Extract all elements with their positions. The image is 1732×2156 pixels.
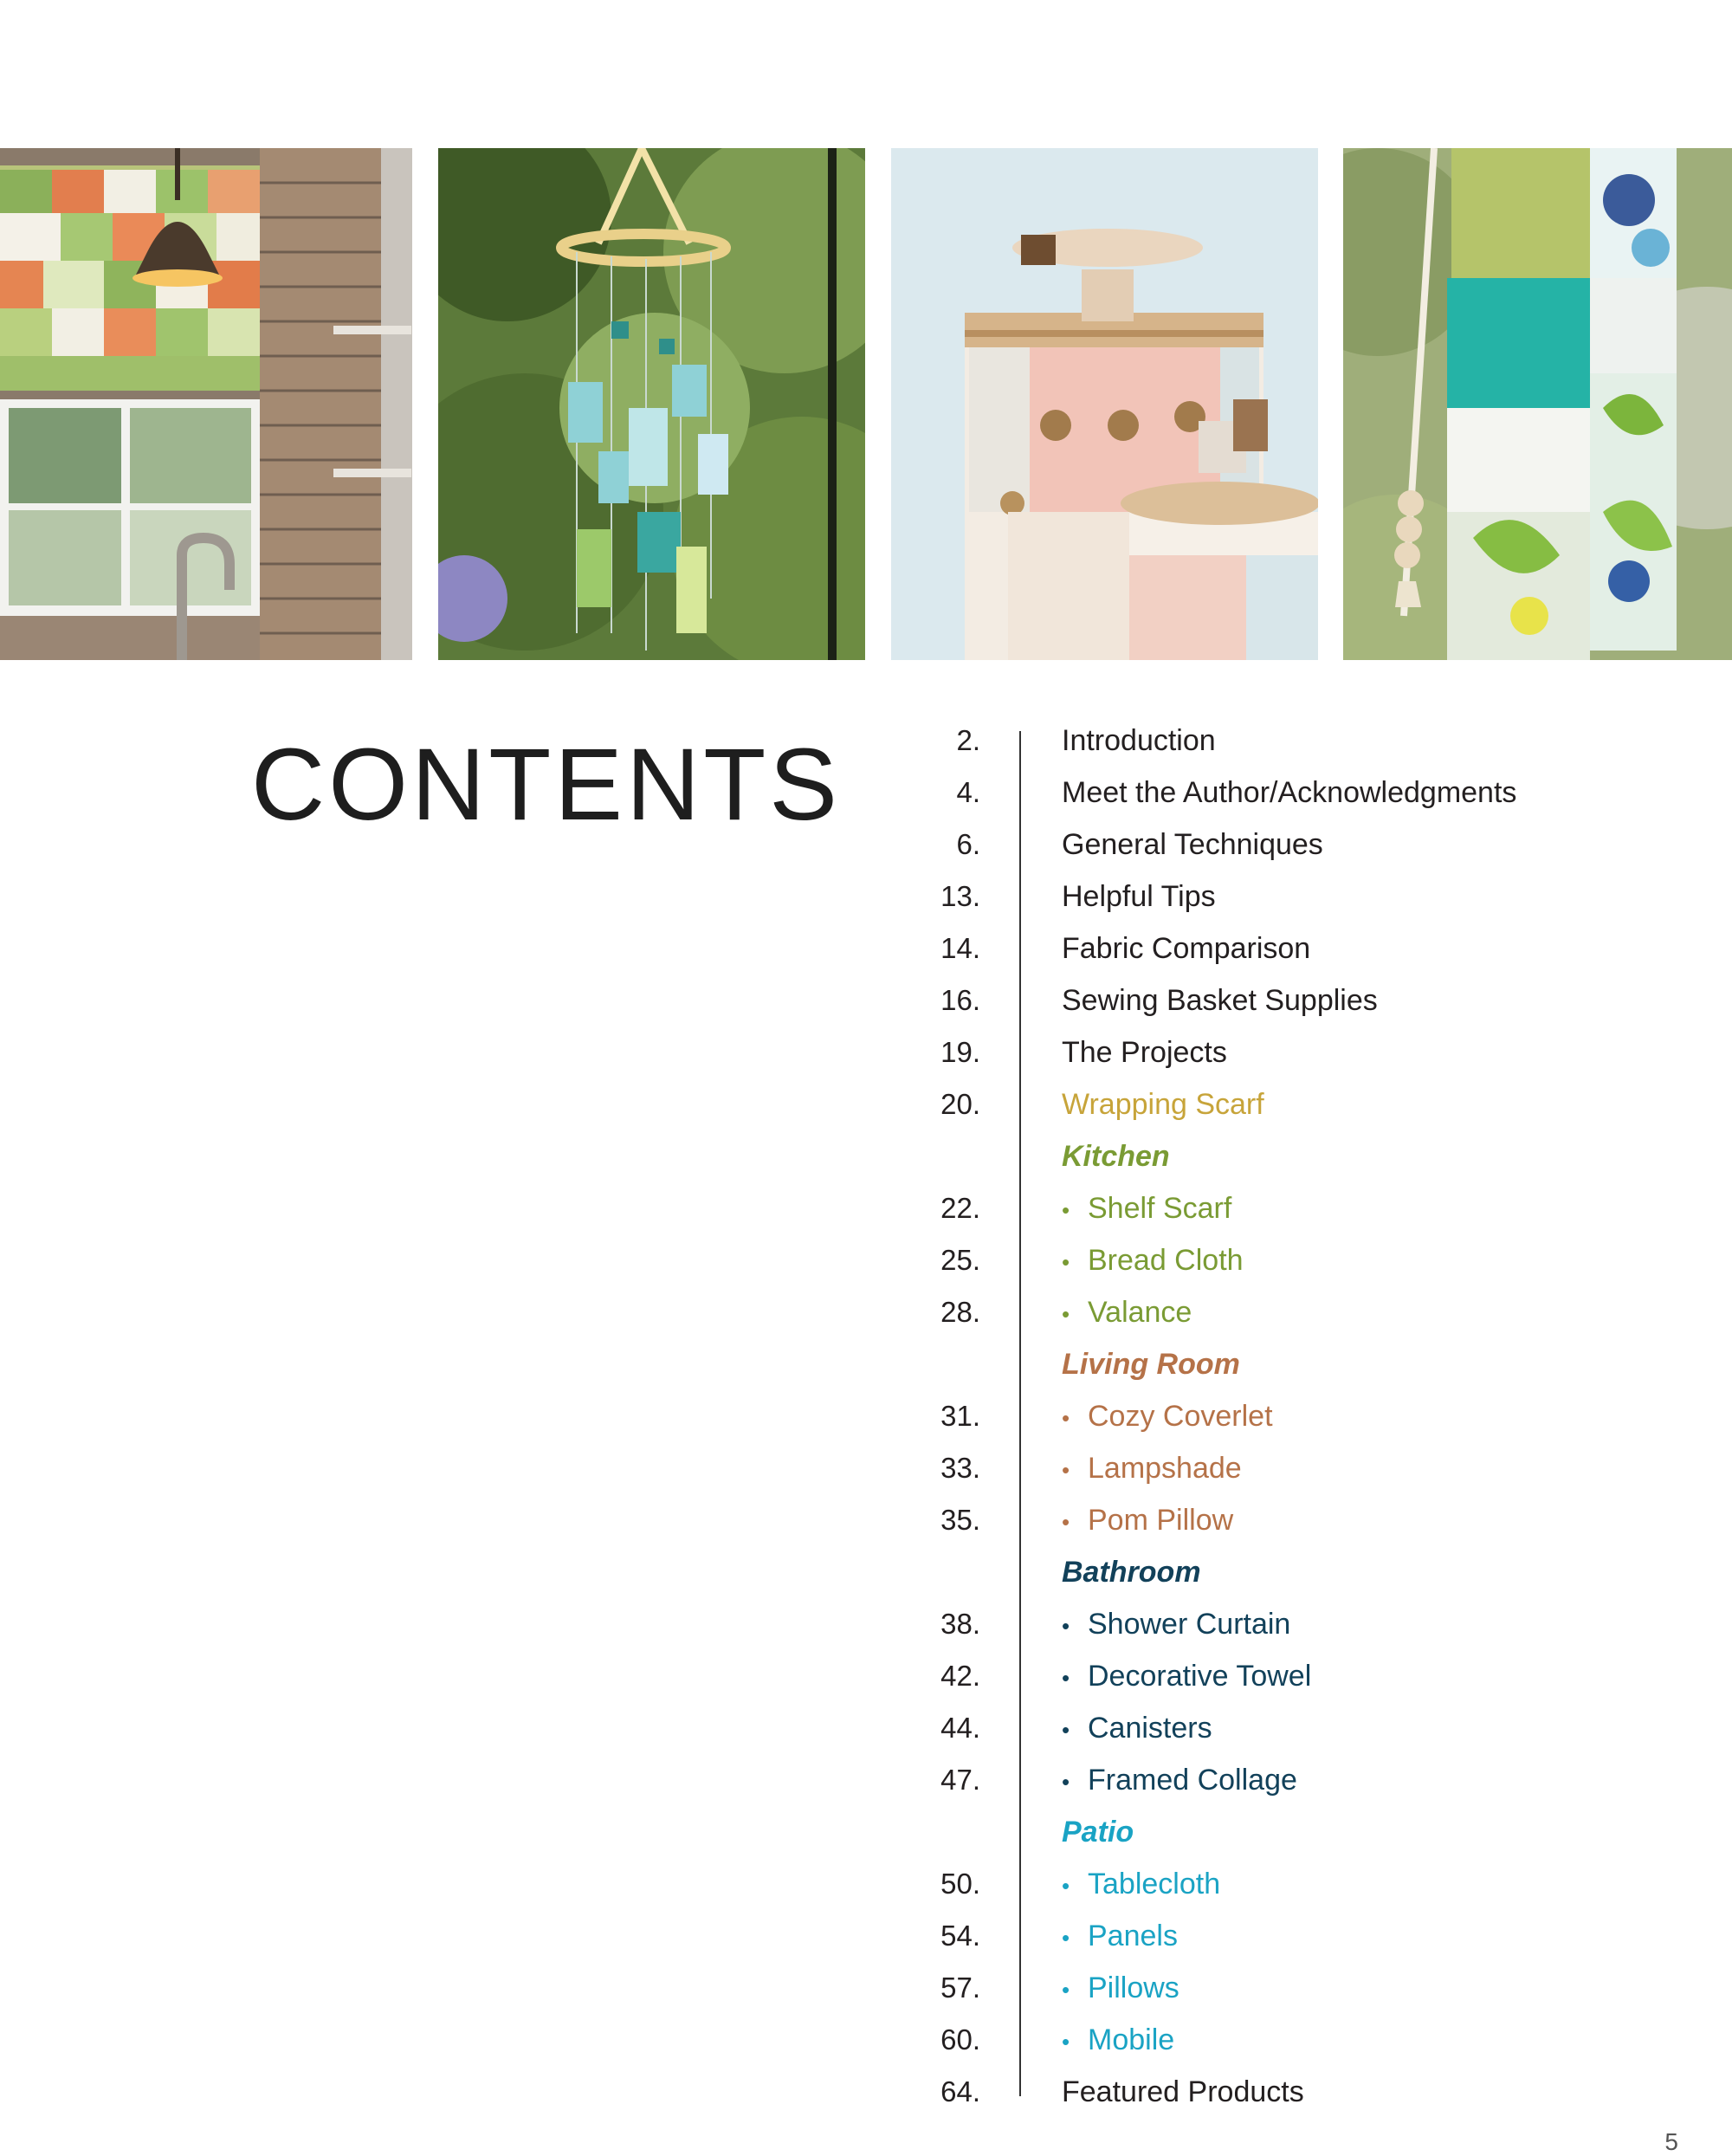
bullet-icon: • xyxy=(1062,1665,1070,1691)
bullet-icon: • xyxy=(1062,1249,1070,1275)
toc-page-number: 19. xyxy=(940,1036,980,1068)
toc-entry-label xyxy=(1062,1496,1233,1546)
toc-page-number: 20. xyxy=(940,1088,980,1120)
toc-entry xyxy=(866,924,1645,973)
toc-label-text: Pillows xyxy=(1088,1971,1179,2004)
toc-page-number: 4. xyxy=(956,776,980,808)
toc-entry xyxy=(866,1184,1645,1233)
toc-page-number: 42. xyxy=(940,1660,980,1692)
toc-label-text: Panels xyxy=(1088,1920,1178,1952)
toc-entry xyxy=(866,1236,1645,1285)
bullet-icon: • xyxy=(1062,1769,1070,1795)
toc-page-number: 22. xyxy=(940,1192,980,1224)
toc-entry-label xyxy=(1062,1756,1297,1806)
toc-entry-label xyxy=(1062,924,1310,973)
toc-page-number: 57. xyxy=(940,1971,980,2004)
toc-entry xyxy=(866,1496,1645,1544)
patchwork-panel-photo xyxy=(1343,148,1732,660)
toc-entry xyxy=(866,716,1645,765)
toc-page-number: 13. xyxy=(940,880,980,912)
toc-entry xyxy=(866,1028,1645,1077)
toc-entry-label xyxy=(1062,1652,1311,1702)
toc-entry-label xyxy=(1062,872,1216,921)
toc-label-text: Tablecloth xyxy=(1088,1868,1221,1900)
toc-label-text: Framed Collage xyxy=(1088,1764,1297,1797)
toc-label-text: Shelf Scarf xyxy=(1088,1192,1232,1225)
toc-entry-label xyxy=(1062,1392,1273,1442)
toc-entry xyxy=(866,1756,1645,1804)
toc-page-number: 14. xyxy=(940,932,980,964)
toc-label-text: Helpful Tips xyxy=(1062,880,1216,913)
toc-label-text: Shower Curtain xyxy=(1088,1608,1291,1641)
toc-entry xyxy=(866,2016,1645,2064)
toc-page-number: 38. xyxy=(940,1608,980,1640)
bullet-icon: • xyxy=(1062,1197,1070,1223)
toc-page-number: 60. xyxy=(940,2023,980,2056)
toc-label-text: Featured Products xyxy=(1062,2075,1304,2108)
bullet-icon: • xyxy=(1062,1405,1070,1431)
toc-entry xyxy=(866,1444,1645,1492)
toc-label-text: Wrapping Scarf xyxy=(1062,1088,1264,1121)
toc-entry xyxy=(866,1600,1645,1648)
toc-entry-label xyxy=(1062,820,1323,869)
bullet-icon: • xyxy=(1062,1977,1070,2003)
toc-label-text: General Techniques xyxy=(1062,828,1323,861)
toc-label-text: The Projects xyxy=(1062,1036,1227,1069)
toc-label-text: Patio xyxy=(1062,1816,1134,1848)
bullet-icon: • xyxy=(1062,1509,1070,1535)
toc-entry-label xyxy=(1062,2068,1304,2116)
contents-title: CONTENTS xyxy=(251,728,841,842)
toc-label-text: Kitchen xyxy=(1062,1140,1170,1173)
toc-page-number: 16. xyxy=(940,984,980,1016)
toc-section-heading xyxy=(866,1340,1645,1389)
toc-label-text: Cozy Coverlet xyxy=(1088,1400,1273,1433)
bullet-icon: • xyxy=(1062,1873,1070,1899)
toc-entry xyxy=(866,820,1645,869)
toc-entry-label xyxy=(1062,1444,1242,1494)
toc-page-number: 35. xyxy=(940,1504,980,1536)
toc-label-text: Mobile xyxy=(1088,2023,1175,2056)
page-number: 5 xyxy=(1664,2128,1678,2155)
toc-section-heading xyxy=(866,1808,1645,1856)
bullet-icon: • xyxy=(1062,1457,1070,1483)
toc-page-number: 50. xyxy=(940,1868,980,1900)
toc-entry xyxy=(866,1912,1645,1960)
toc-section-heading xyxy=(866,1548,1645,1596)
toc-entry-label xyxy=(1062,716,1216,765)
bullet-icon: • xyxy=(1062,1613,1070,1639)
toc-label-text: Living Room xyxy=(1062,1348,1240,1381)
toc-entry-label xyxy=(1062,2016,1174,2066)
toc-entry-label xyxy=(1062,1236,1244,1286)
toc-heading-label xyxy=(1062,1340,1240,1389)
toc-entry-label xyxy=(1062,976,1378,1025)
toc-entry-label xyxy=(1062,1184,1231,1234)
toc-entry xyxy=(866,1860,1645,1908)
bullet-icon: • xyxy=(1062,1301,1070,1327)
toc-page-number: 2. xyxy=(956,724,980,756)
toc-label-text: Valance xyxy=(1088,1296,1192,1329)
toc-entry xyxy=(866,976,1645,1025)
toc-label-text: Bathroom xyxy=(1062,1556,1201,1589)
toc-page-number: 31. xyxy=(940,1400,980,1432)
toc-entry-label xyxy=(1062,1964,1179,2014)
toc-entry xyxy=(866,1080,1645,1129)
toc-page-number: 33. xyxy=(940,1452,980,1484)
toc-label-text: Canisters xyxy=(1088,1712,1212,1745)
toc-label-text: Sewing Basket Supplies xyxy=(1062,984,1378,1017)
bullet-icon: • xyxy=(1062,1717,1070,1743)
fabric-canisters-photo xyxy=(891,148,1318,660)
toc-page-number: 47. xyxy=(940,1764,980,1796)
toc-entry xyxy=(866,1652,1645,1700)
toc-page-number: 44. xyxy=(940,1712,980,1744)
bullet-icon: • xyxy=(1062,2029,1070,2055)
toc-entry-label xyxy=(1062,1860,1220,1910)
toc-entry xyxy=(866,1964,1645,2012)
bullet-icon: • xyxy=(1062,1925,1070,1951)
toc-entry-label xyxy=(1062,1080,1264,1129)
toc-heading-label xyxy=(1062,1132,1170,1181)
toc-label-text: Decorative Towel xyxy=(1088,1660,1312,1693)
toc-label-text: Introduction xyxy=(1062,724,1216,757)
toc-entry xyxy=(866,1392,1645,1441)
wind-chime-mobile-photo xyxy=(438,148,865,660)
toc-entry-label xyxy=(1062,1028,1227,1077)
toc-entry-label xyxy=(1062,768,1516,817)
toc-entry xyxy=(866,1704,1645,1752)
toc-entry-label xyxy=(1062,1912,1178,1962)
toc-entry-label xyxy=(1062,1704,1212,1754)
toc-entry xyxy=(866,768,1645,817)
toc-page-number: 25. xyxy=(940,1244,980,1276)
toc-entry xyxy=(866,1288,1645,1337)
kitchen-valance-photo xyxy=(0,148,412,660)
toc-heading-label xyxy=(1062,1548,1201,1596)
toc-entry-label xyxy=(1062,1600,1290,1650)
toc-label-text: Bread Cloth xyxy=(1088,1244,1244,1277)
toc-heading-label xyxy=(1062,1808,1134,1856)
toc-page-number: 54. xyxy=(940,1920,980,1952)
toc-label-text: Fabric Comparison xyxy=(1062,932,1311,965)
toc-entry-label xyxy=(1062,1288,1192,1338)
toc-label-text: Meet the Author/Acknowledgments xyxy=(1062,776,1517,809)
toc-entry xyxy=(866,872,1645,921)
toc-label-text: Pom Pillow xyxy=(1088,1504,1234,1537)
toc-page-number: 28. xyxy=(940,1296,980,1328)
toc-entry xyxy=(866,2068,1645,2116)
toc-page-number: 6. xyxy=(956,828,980,860)
toc-label-text: Lampshade xyxy=(1088,1452,1242,1485)
toc-section-heading xyxy=(866,1132,1645,1181)
toc-page-number: 64. xyxy=(940,2075,980,2107)
